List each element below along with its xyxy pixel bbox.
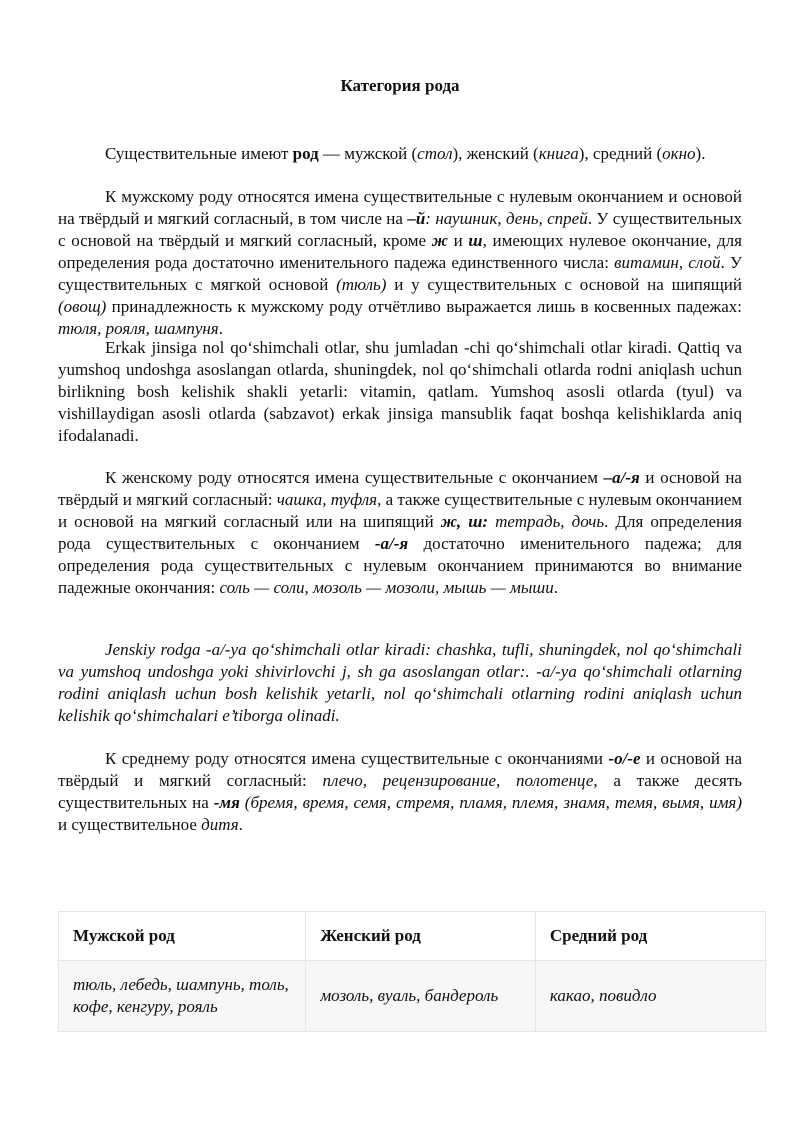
ending: –а/-я bbox=[603, 468, 640, 487]
header-masculine: Мужской род bbox=[59, 912, 306, 961]
example: тюля, рояля, шампуня bbox=[58, 319, 219, 338]
example: окно bbox=[662, 144, 696, 163]
header-neuter: Средний род bbox=[535, 912, 765, 961]
ending: -а/-я bbox=[374, 534, 409, 553]
text: . bbox=[238, 815, 243, 834]
paragraph-feminine-uz: Jenskiy rodga -a/-ya qo‘shimchali otlar kiradi: chashka, tufli, shuningdek, nol qo‘shimchali va yumshoq undoshga yoki shivirlovchi j, sh ga asoslangan otlar:. -a/-ya qo‘shimchali otlarning rodini aniqlash uchun bosh kelishik yetarli, nol qo‘shimchali otlarning rodini aniqlash uchun kelishik qo‘shimchalari e’tiborga olinadi. bbox=[58, 640, 742, 725]
text: ), средний ( bbox=[578, 144, 663, 163]
text: . Для определения рода существительных с окончанием bbox=[58, 512, 743, 553]
text: — мужской ( bbox=[318, 144, 418, 163]
example: книга bbox=[538, 144, 579, 163]
text: и основой на твёрдый и мягкий согласный: bbox=[58, 749, 742, 790]
text: ). bbox=[695, 144, 706, 163]
example: (тюль) bbox=[336, 275, 387, 294]
example: (бремя, время, семя, стремя, пламя, племя, знамя, темя, вымя, имя) bbox=[239, 793, 742, 812]
table-header-row bbox=[59, 912, 766, 961]
cell-feminine: мозоль, вуаль, бандероль bbox=[306, 961, 536, 1032]
letter: ж bbox=[431, 231, 448, 250]
example: соль — соли, мозоль — мозоли, мышь — мыши bbox=[219, 578, 554, 597]
paragraph-masculine-uz: Erkak jinsiga nol qo‘shimchali otlar, shu jumladan -chi qo‘shimchali otlar kiradi. Qattiq va yumshoq undoshga asoslangan otlarda, shuningdek, nol qo‘shimchali otlarda rodni aniqlash uchun birlikning bosh kelishik shakli yetarli: vitamin, qatlam. Yumshoq asosli otlarda (tyul) va vishillaydigan asosli otlarda (sabzavot) erkak jinsiga mansublik faqat boshqa kelishiklarda aniq ifodalanadi. bbox=[58, 338, 742, 445]
cell-masculine: тюль, лебедь, шампунь, толь, кофе, кенгуру, рояль bbox=[59, 961, 306, 1032]
page-title: Категория рода bbox=[340, 76, 460, 95]
text: и существительное bbox=[58, 815, 202, 834]
text: и bbox=[447, 231, 469, 250]
text: принадлежность к мужскому роду отчётливо выражается лишь в косвенных падежах: bbox=[106, 297, 742, 316]
table-row bbox=[59, 961, 766, 1032]
gender-table bbox=[58, 911, 766, 1032]
example: : наушник, день, спрей bbox=[425, 209, 588, 228]
cell-neuter: какао, повидло bbox=[535, 961, 765, 1032]
letter: ш bbox=[468, 231, 483, 250]
term-rod: род bbox=[292, 144, 319, 163]
header-feminine: Женский род bbox=[306, 912, 536, 961]
text: К мужскому роду относятся имена существительные с нулевым окончанием и основой на твёрдый и мягкий согласный, в том числе на bbox=[58, 187, 742, 228]
example: витамин, слой bbox=[614, 253, 721, 272]
example: стол bbox=[417, 144, 453, 163]
text: достаточно именительного падежа; для определения рода существительных с нулевым окончанием принимаются во внимание падежные окончания: bbox=[58, 534, 742, 597]
text: . У существительных с мягкой основой bbox=[58, 253, 742, 294]
example: тетрадь, дочь bbox=[488, 512, 605, 531]
text: , а также существительные с нулевым окончанием и основой на мягкий согласный или на шипящий bbox=[58, 490, 742, 531]
text: ), женский ( bbox=[452, 144, 539, 163]
text: , а также десять существительных на bbox=[58, 771, 743, 812]
ending: -о/-е bbox=[608, 749, 641, 768]
text: . bbox=[218, 319, 223, 338]
text: . У существительных с основой на твёрдый и мягкий согласный, кроме bbox=[58, 209, 742, 250]
text: , имеющих нулевое окончание, для определения рода достаточно именительного падежа единственного числа: bbox=[58, 231, 742, 272]
example: (овощ) bbox=[58, 297, 107, 316]
text: К женскому роду относятся имена существительные с окончанием bbox=[105, 468, 604, 487]
ending: -мя bbox=[213, 793, 240, 812]
paragraph-intro bbox=[58, 143, 742, 165]
example: дитя bbox=[201, 815, 239, 834]
example: плечо, рецензирование, полотенце bbox=[322, 771, 594, 790]
text: и основой на твёрдый и мягкий согласный: bbox=[58, 468, 742, 509]
text: К среднему роду относятся имена существительные с окончаниями bbox=[105, 749, 609, 768]
text: Существительные имеют bbox=[105, 144, 293, 163]
paragraph-masculine bbox=[58, 186, 742, 340]
ending: –й bbox=[407, 209, 426, 228]
text: . bbox=[553, 578, 558, 597]
example: чашка, туфля bbox=[276, 490, 378, 509]
paragraph-neuter bbox=[58, 748, 742, 836]
letter: ж, ш: bbox=[440, 512, 489, 531]
paragraph-feminine bbox=[58, 467, 742, 599]
text: и у существительных с основой на шипящий bbox=[386, 275, 742, 294]
